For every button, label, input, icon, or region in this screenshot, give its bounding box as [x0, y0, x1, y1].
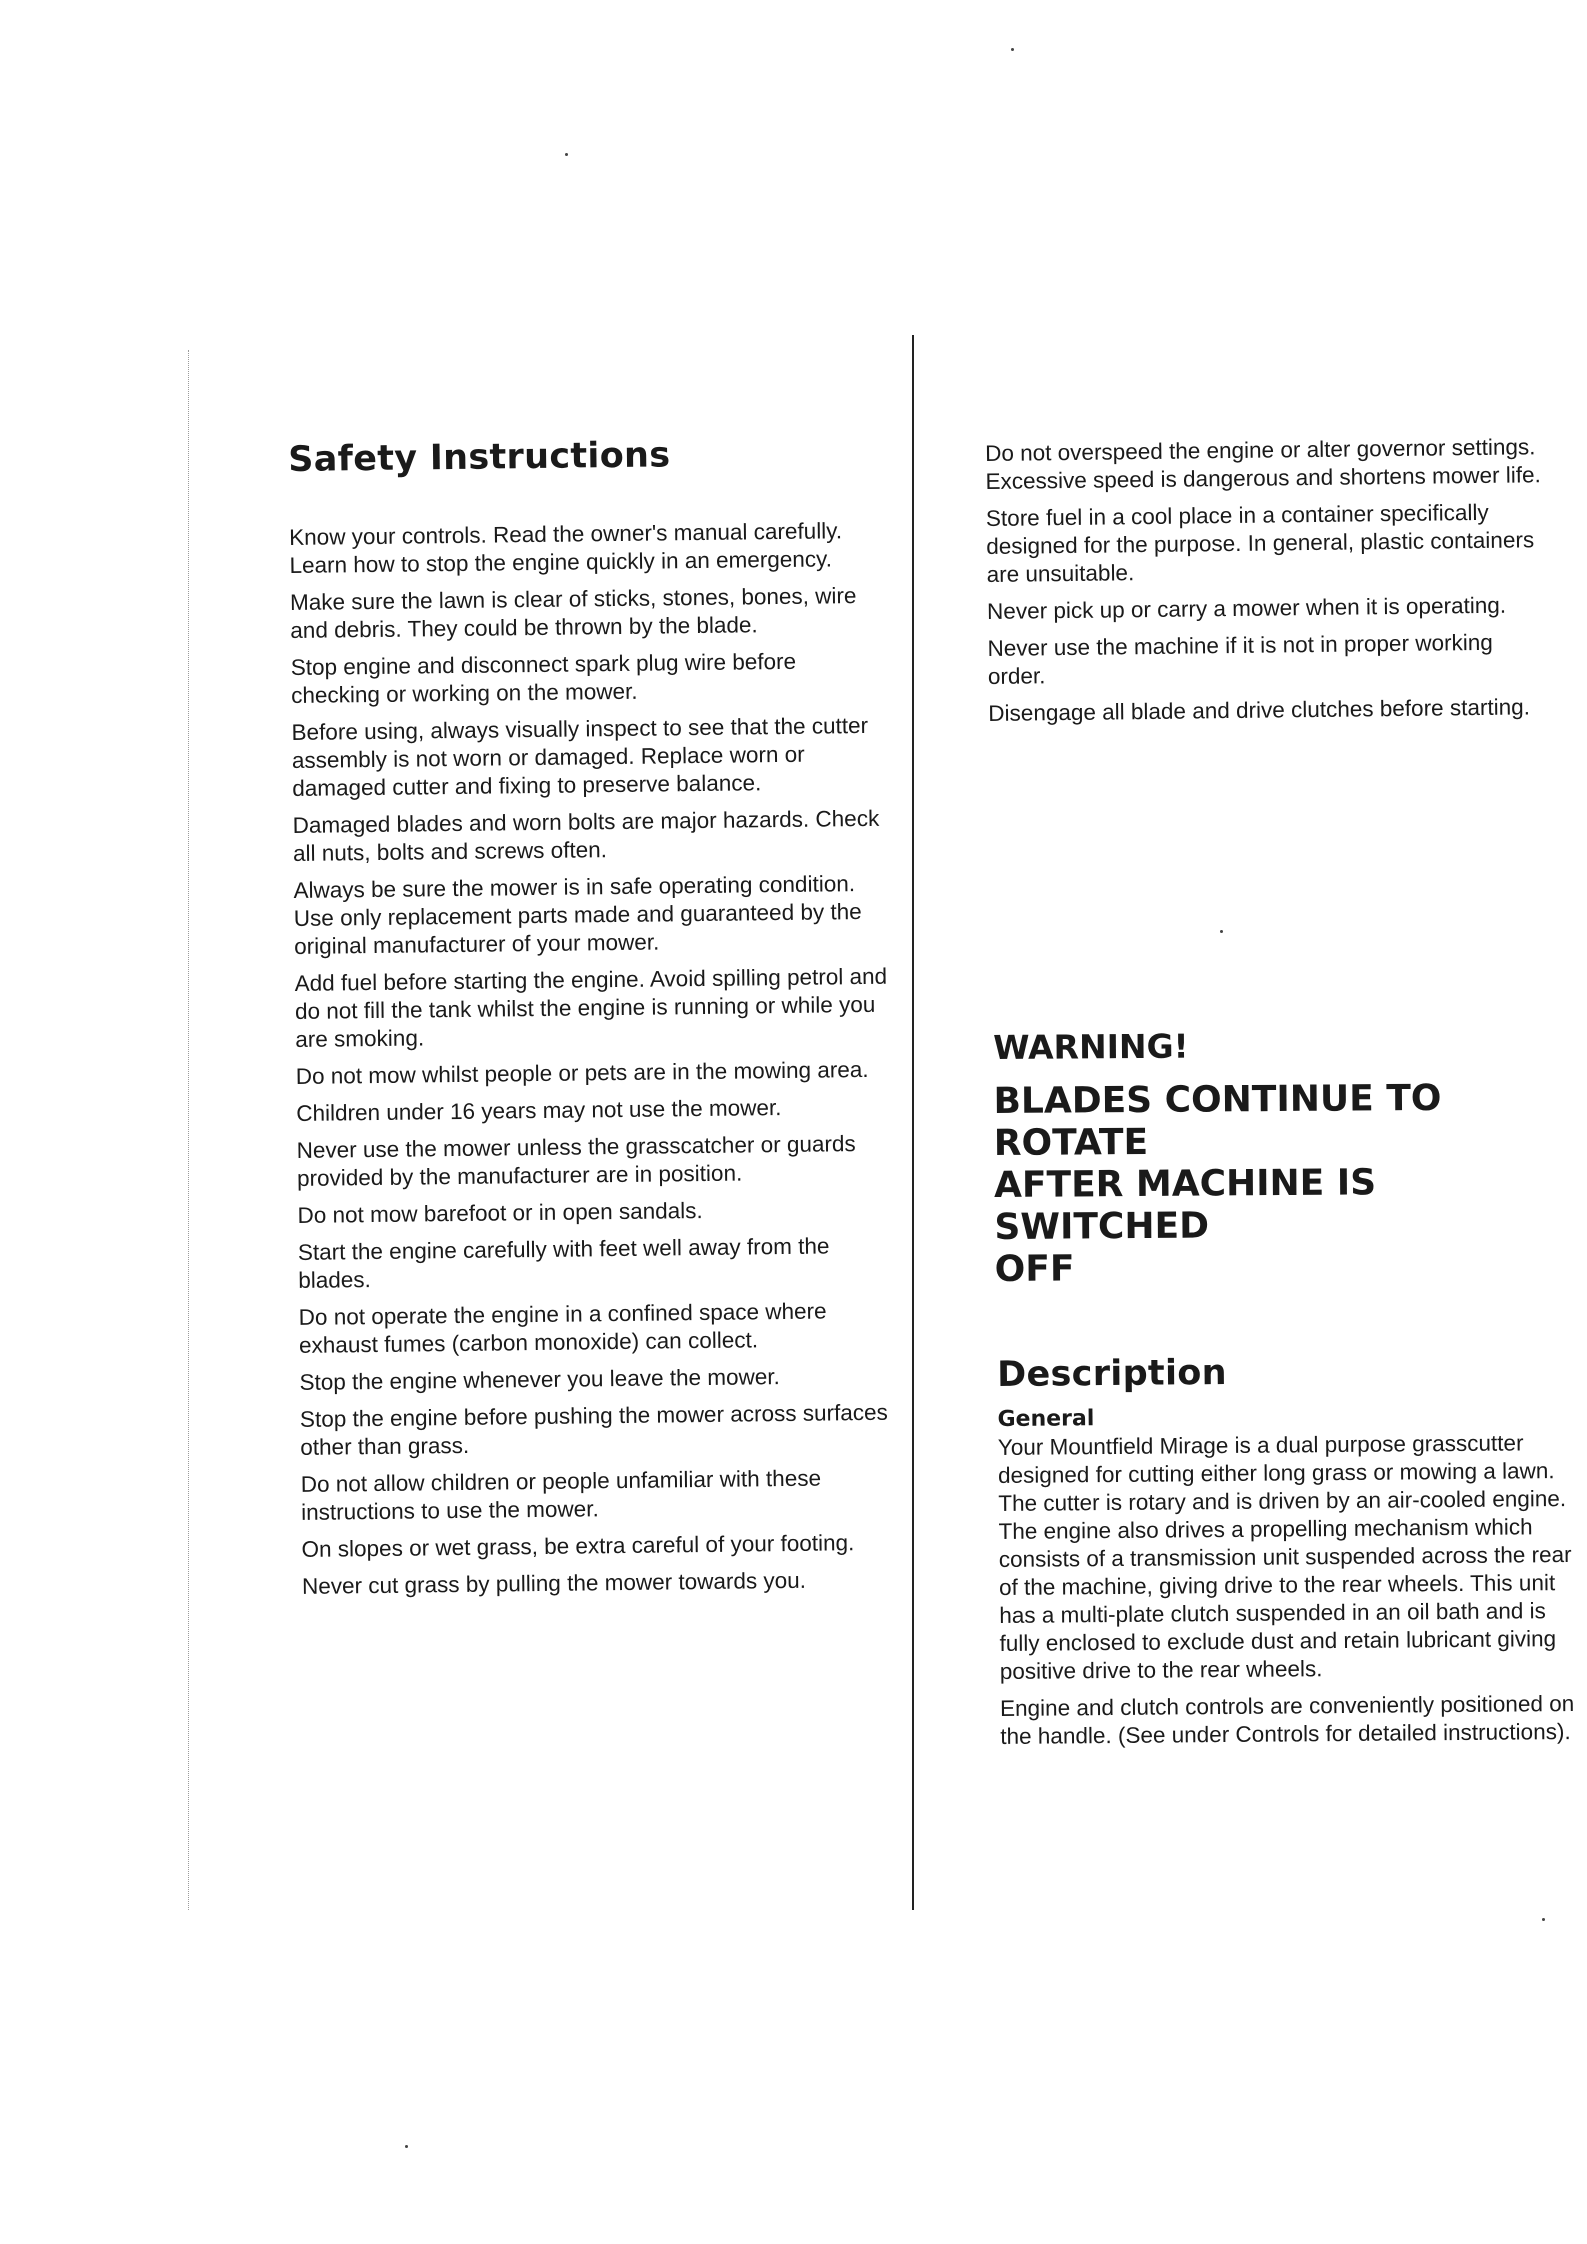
instruction-paragraph: Stop the engine whenever you leave the mower.: [299, 1364, 780, 1395]
instruction-paragraph: Do not operate the engine in a confined space where exhaust fumes (carbon monoxide) can collect.: [298, 1298, 827, 1358]
instruction-paragraph: Before using, always visually inspect to see that the cutter assembly is not worn or damaged. Replace worn or damaged cutter and fixing to preserve balance.: [291, 712, 869, 801]
instruction-paragraph: Never pick up or carry a mower when it is operating.: [986, 592, 1507, 624]
scan-speck: [1220, 930, 1223, 933]
safety-instructions-column: [288, 433, 902, 1610]
general-subheading: General: [997, 1406, 1095, 1432]
description-text: [998, 1429, 1586, 1751]
instruction-paragraph: Children under 16 years may not use the mower.: [296, 1095, 782, 1126]
instruction-paragraph: Stop engine and disconnect spark plug wire before checking or working on the mower.: [290, 648, 797, 708]
instruction-paragraph: Know your controls. Read the owner's manual carefully. Learn how to stop the engine quickly in an emergency.: [289, 518, 843, 578]
instruction-paragraph: Start the engine carefully with feet well away from the blades.: [297, 1233, 830, 1293]
instruction-paragraph: Do not mow barefoot or in open sandals.: [297, 1197, 703, 1228]
instruction-paragraph: Do not allow children or people unfamiliar with these instructions to use the mower.: [300, 1465, 822, 1525]
warning-block: [993, 1024, 1575, 1291]
column-divider: [912, 335, 914, 1910]
instruction-paragraph: Stop the engine before pushing the mower across surfaces other than grass.: [299, 1399, 888, 1460]
scan-speck: [1542, 1918, 1545, 1921]
warning-heading: WARNING!: [993, 1026, 1189, 1067]
instruction-paragraph: Do not overspeed the engine or alter governor settings. Excessive speed is dangerous and shortens mower life.: [985, 434, 1541, 494]
instruction-paragraph: Do not mow whilst people or pets are in the mowing area.: [295, 1056, 869, 1089]
instruction-paragraph: Make sure the lawn is clear of sticks, stones, bones, wire and debris. They could be thrown by the blade.: [289, 583, 857, 643]
safety-instructions-list: [289, 517, 902, 1601]
instruction-paragraph: Always be sure the mower is in safe operating condition. Use only replacement parts made and guaranteed by the original manufacturer of your mower.: [293, 871, 862, 959]
instruction-paragraph: Add fuel before starting the engine. Avoid spilling petrol and do not fill the tank whilst the engine is running or while you are smoking.: [294, 963, 888, 1052]
instruction-paragraph: Never use the mower unless the grasscatcher or guards provided by the manufacturer are in position.: [296, 1131, 856, 1191]
scan-speck: [405, 2145, 408, 2148]
scan-speck: [1011, 48, 1014, 51]
warning-text: BLADES CONTINUE TO ROTATE AFTER MACHINE IS SWITCHED OFF: [993, 1077, 1442, 1290]
scan-margin-marks: [188, 350, 190, 1910]
instruction-paragraph: Damaged blades and worn bolts are major hazards. Check all nuts, bolts and screws often.: [292, 805, 880, 866]
safety-instructions-continued: [985, 433, 1549, 737]
safety-instructions-continued-list: [985, 433, 1548, 728]
description-section: [997, 1350, 1586, 1760]
scan-speck: [565, 153, 568, 156]
instruction-paragraph: Store fuel in a cool place in a container specifically designed for the purpose. In general, plastic containers are unsuitable.: [985, 499, 1535, 587]
instruction-paragraph: Never use the machine if it is not in proper working order.: [987, 629, 1493, 689]
description-heading: Description: [997, 1352, 1228, 1395]
instruction-paragraph: Engine and clutch controls are conveniently positioned on the handle. (See under Controls for detailed instructions).: [999, 1690, 1575, 1749]
instruction-paragraph: Never cut grass by pulling the mower towards you.: [301, 1567, 807, 1599]
instruction-paragraph: Your Mountfield Mirage is a dual purpose grasscutter designed for cutting either long grass or mowing a lawn. The cutter is rotary and is driven by an air-cooled engine. The engine also drives a propelling mechanism which consists of a transmission unit suspended across the rear of the machine, giving drive to the rear wheels. This unit has a multi-plate clutch suspended in an oil bath and is fully enclosed to exclude dust and retain lubricant giving positive drive to the rear wheels.: [997, 1430, 1572, 1684]
safety-instructions-heading: Safety Instructions: [288, 435, 671, 480]
instruction-paragraph: On slopes or wet grass, be extra careful of your footing.: [301, 1530, 855, 1562]
instruction-paragraph: Disengage all blade and drive clutches before starting.: [988, 694, 1531, 726]
